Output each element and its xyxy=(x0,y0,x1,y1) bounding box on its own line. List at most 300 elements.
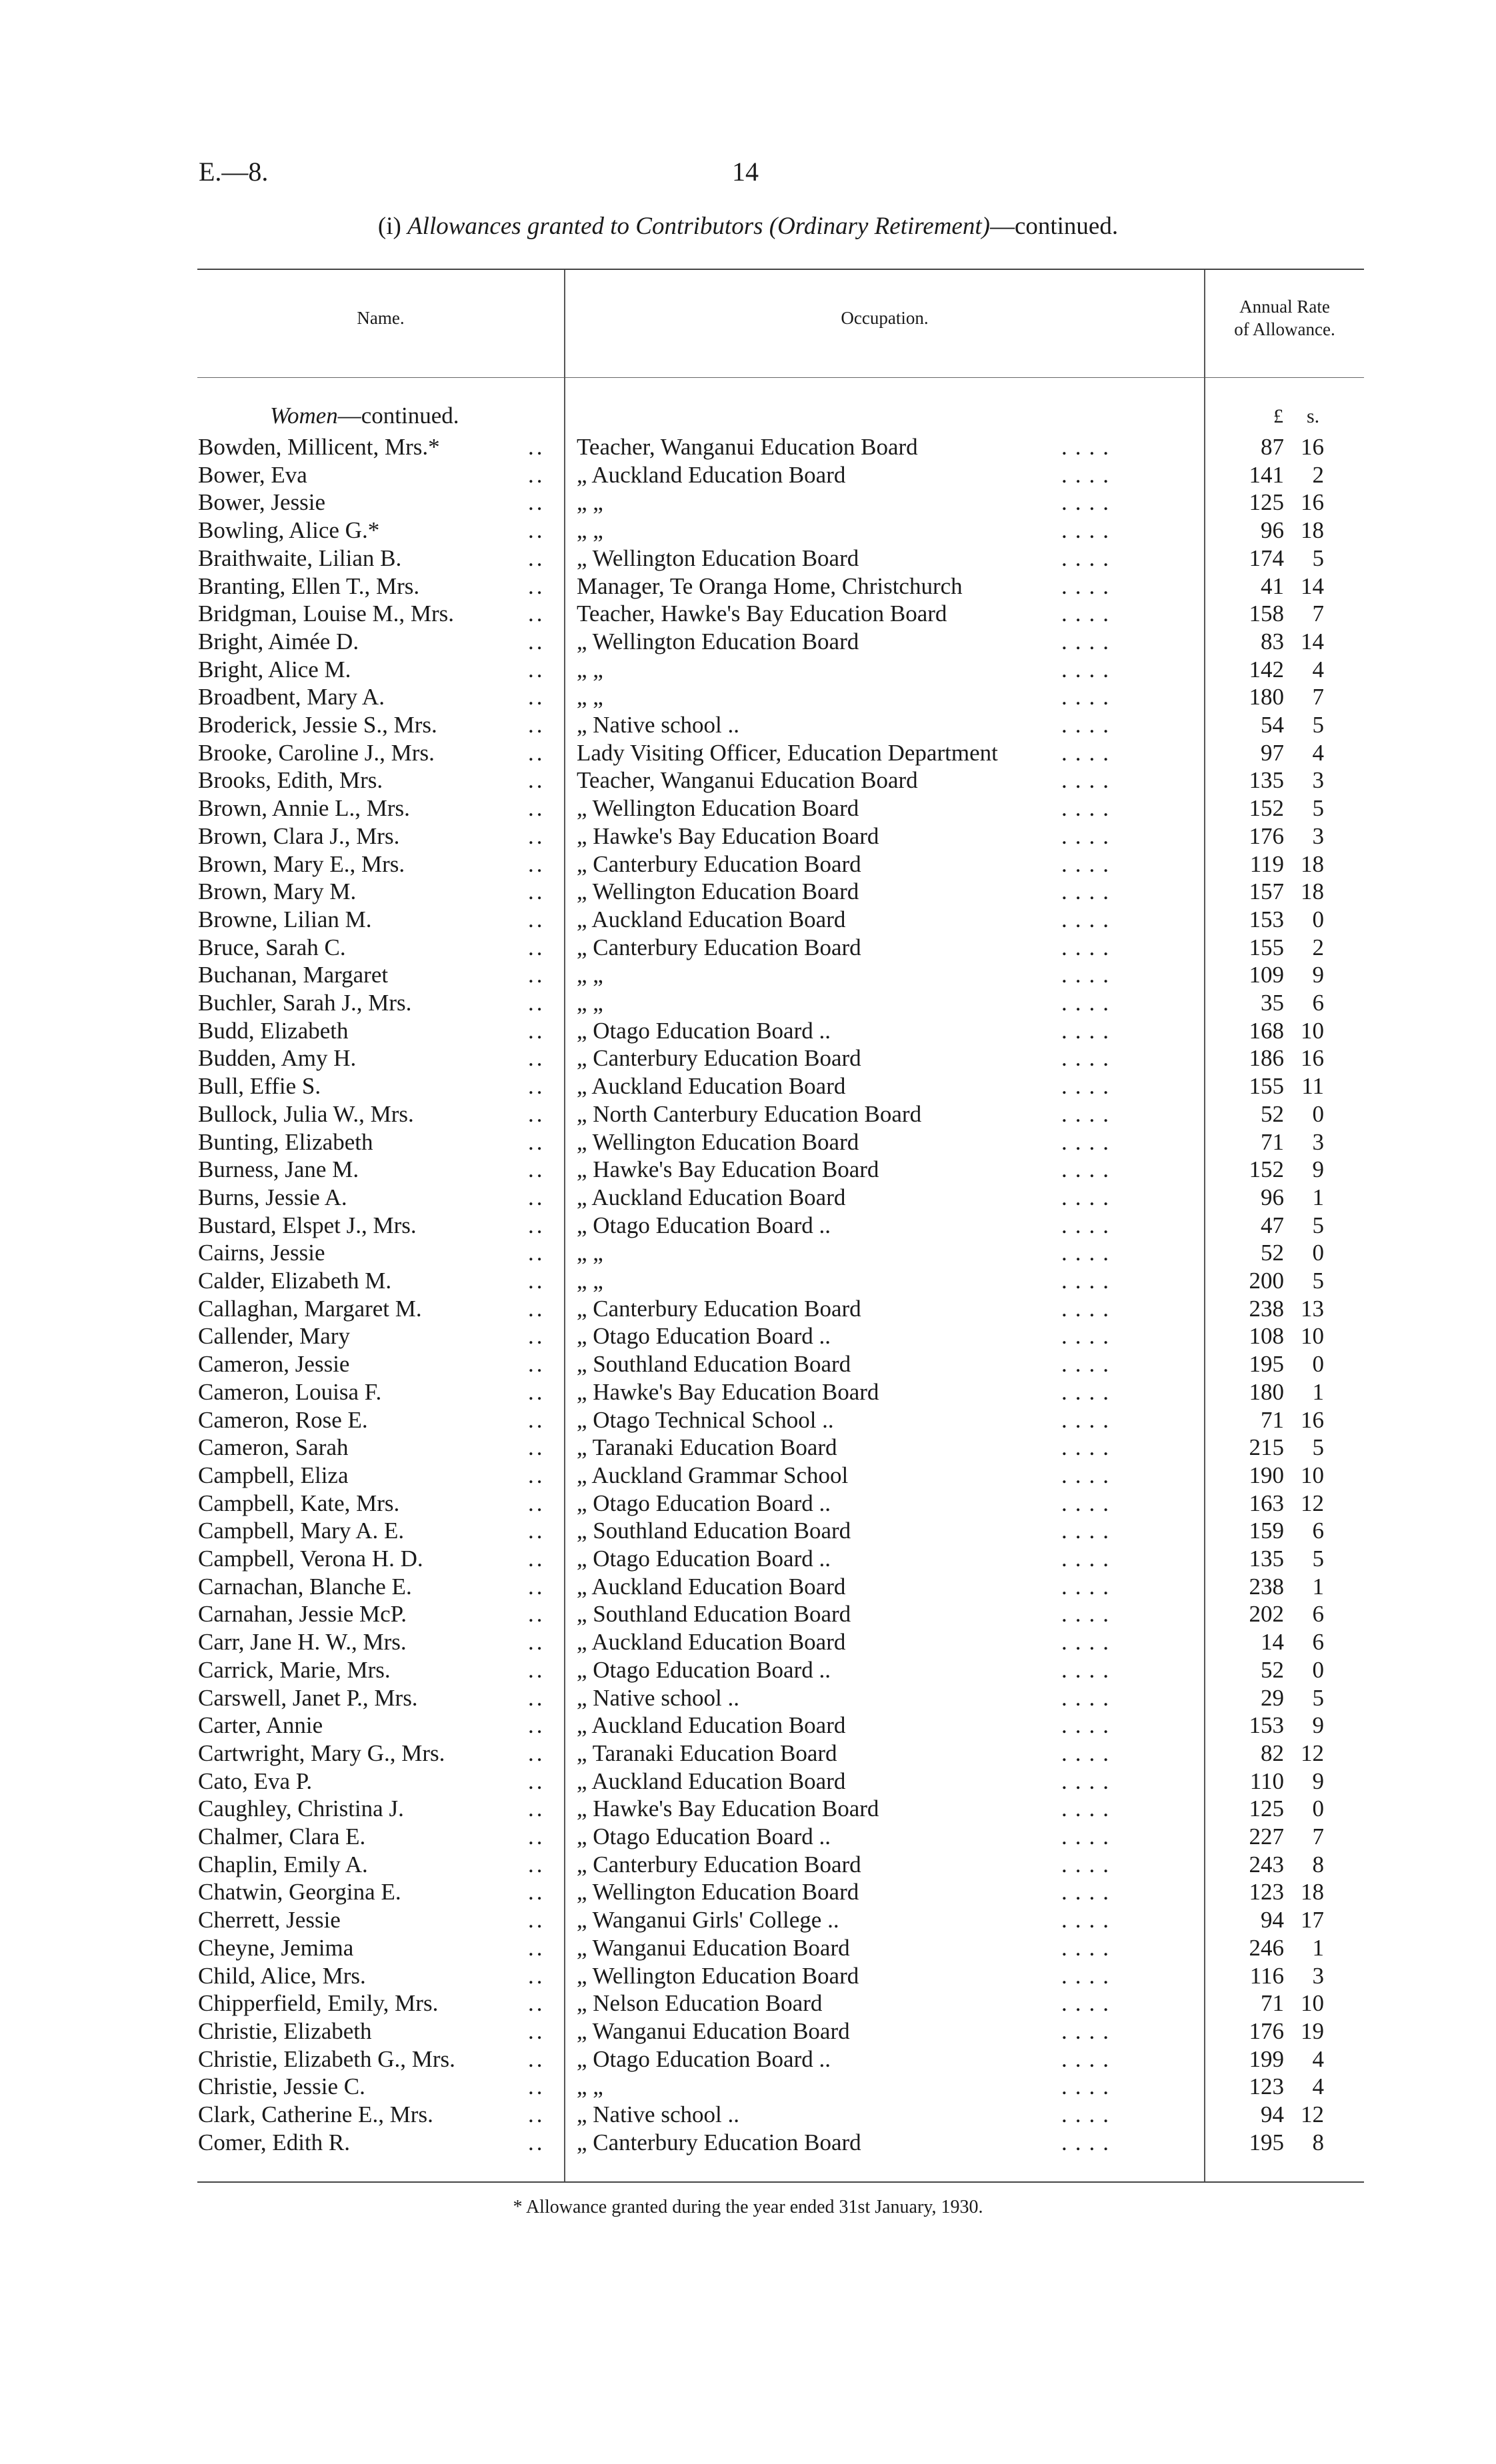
leader-dots: .... xyxy=(1061,1907,1117,1933)
leader-dots: .... xyxy=(1061,850,1117,877)
shillings-cell: 4 xyxy=(1312,2045,1324,2072)
name-cell: Chaplin, Emily A. xyxy=(198,1851,368,1877)
leader-dots: .. xyxy=(528,1323,545,1350)
leader-dots: .... xyxy=(1061,1629,1117,1656)
name-cell: Carnahan, Jessie McP. xyxy=(198,1601,407,1628)
table-row xyxy=(0,1267,1496,1295)
leader-dots: .. xyxy=(528,489,545,516)
leader-dots: .. xyxy=(528,628,545,654)
leader-dots: .... xyxy=(1061,1462,1117,1488)
leader-dots: .. xyxy=(528,712,545,738)
table-row xyxy=(0,517,1496,545)
leader-dots: .... xyxy=(1061,1851,1117,1877)
name-cell: Chatwin, Georgina E. xyxy=(198,1879,401,1905)
pounds-cell: 174 xyxy=(1249,545,1284,571)
name-cell: Brown, Mary E., Mrs. xyxy=(198,850,405,877)
table-row xyxy=(0,2101,1496,2129)
leader-dots: .. xyxy=(528,1934,545,1961)
leader-dots: .. xyxy=(528,739,545,766)
occupation-cell: „ „ xyxy=(577,684,603,710)
column-header-rate xyxy=(1205,295,1364,341)
name-cell: Budd, Elizabeth xyxy=(198,1017,349,1044)
occupation-cell: „ Native school .. xyxy=(577,1684,739,1711)
pounds-cell: 180 xyxy=(1249,1378,1284,1405)
leader-dots: .. xyxy=(528,1518,545,1544)
leader-dots: .... xyxy=(1061,878,1117,905)
shillings-cell: 1 xyxy=(1312,1184,1324,1210)
shillings-cell: 0 xyxy=(1312,1656,1324,1683)
name-cell: Cameron, Rose E. xyxy=(198,1406,368,1433)
shillings-cell: 2 xyxy=(1312,461,1324,488)
name-cell: Bowden, Millicent, Mrs.* xyxy=(198,434,440,460)
table-row xyxy=(0,1406,1496,1434)
pounds-cell: 200 xyxy=(1249,1268,1284,1294)
table-row xyxy=(0,1378,1496,1406)
occupation-cell: „ Auckland Education Board xyxy=(577,906,846,932)
leader-dots: .. xyxy=(528,1656,545,1683)
pounds-cell: 71 xyxy=(1261,1406,1284,1433)
pounds-cell: 125 xyxy=(1249,489,1284,516)
name-cell: Carter, Annie xyxy=(198,1712,323,1739)
rate-header-line2: of Allowance. xyxy=(1234,319,1335,339)
shillings-cell: 5 xyxy=(1312,1434,1324,1461)
name-cell: Bunting, Elizabeth xyxy=(198,1128,373,1155)
shillings-cell: 12 xyxy=(1301,2101,1324,2127)
leader-dots: .. xyxy=(528,1128,545,1155)
pounds-cell: 110 xyxy=(1249,1768,1284,1794)
shillings-cell: 7 xyxy=(1312,684,1324,710)
table-row xyxy=(0,573,1496,601)
occupation-cell: „ Canterbury Education Board xyxy=(577,1851,861,1877)
leader-dots: .. xyxy=(528,1017,545,1044)
leader-dots: .... xyxy=(1061,1268,1117,1294)
table-row xyxy=(0,656,1496,684)
pounds-cell: 195 xyxy=(1249,1351,1284,1378)
footnote: * Allowance granted during the year ended 31st January, 1930. xyxy=(513,2197,983,2217)
table-row xyxy=(0,1239,1496,1267)
name-cell: Buchler, Sarah J., Mrs. xyxy=(198,990,412,1016)
leader-dots: .. xyxy=(528,1406,545,1433)
table-row xyxy=(0,2017,1496,2045)
occupation-cell: „ North Canterbury Education Board xyxy=(577,1100,922,1127)
section-heading xyxy=(270,403,459,429)
name-cell: Cartwright, Mary G., Mrs. xyxy=(198,1740,445,1766)
table-row xyxy=(0,822,1496,850)
leader-dots: .... xyxy=(1061,489,1117,516)
name-cell: Cato, Eva P. xyxy=(198,1768,313,1794)
name-cell: Callaghan, Margaret M. xyxy=(198,1295,422,1322)
name-cell: Cameron, Sarah xyxy=(198,1434,349,1461)
shillings-cell: 7 xyxy=(1312,601,1324,627)
leader-dots: .. xyxy=(528,878,545,905)
leader-dots: .. xyxy=(528,684,545,710)
leader-dots: .... xyxy=(1061,1962,1117,1989)
leader-dots: .. xyxy=(528,601,545,627)
table-row xyxy=(0,1600,1496,1628)
name-cell: Carswell, Janet P., Mrs. xyxy=(198,1684,418,1711)
leader-dots: .... xyxy=(1061,656,1117,682)
leader-dots: .... xyxy=(1061,517,1117,544)
pounds-cell: 119 xyxy=(1249,850,1284,877)
pounds-cell: 52 xyxy=(1261,1656,1284,1683)
leader-dots: .... xyxy=(1061,990,1117,1016)
leader-dots: .... xyxy=(1061,1351,1117,1378)
pounds-cell: 71 xyxy=(1261,1128,1284,1155)
occupation-cell: „ „ xyxy=(577,1240,603,1266)
leader-dots: .... xyxy=(1061,2073,1117,2100)
shillings-unit: s. xyxy=(1307,405,1320,427)
name-cell: Brooks, Edith, Mrs. xyxy=(198,767,383,794)
name-cell: Brown, Annie L., Mrs. xyxy=(198,795,410,822)
table-row xyxy=(0,1322,1496,1350)
pounds-cell: 215 xyxy=(1249,1434,1284,1461)
leader-dots: .. xyxy=(528,1240,545,1266)
shillings-cell: 16 xyxy=(1301,434,1324,460)
leader-dots: .... xyxy=(1061,601,1117,627)
leader-dots: .... xyxy=(1061,739,1117,766)
name-cell: Burness, Jane M. xyxy=(198,1156,359,1183)
leader-dots: .. xyxy=(528,1295,545,1322)
occupation-cell: „ „ xyxy=(577,489,603,516)
leader-dots: .... xyxy=(1061,684,1117,710)
leader-dots: .. xyxy=(528,1434,545,1461)
pounds-cell: 157 xyxy=(1249,878,1284,905)
leader-dots: .... xyxy=(1061,1768,1117,1794)
pounds-cell: 176 xyxy=(1249,2017,1284,2044)
occupation-cell: „ Canterbury Education Board xyxy=(577,850,861,877)
table-row xyxy=(0,1989,1496,2017)
pounds-cell: 94 xyxy=(1261,2101,1284,2127)
table-row xyxy=(0,1295,1496,1323)
document-reference: E.—8. xyxy=(199,157,269,187)
name-cell: Caughley, Christina J. xyxy=(198,1796,404,1822)
leader-dots: .. xyxy=(528,1100,545,1127)
table-row xyxy=(0,1545,1496,1573)
pounds-cell: 186 xyxy=(1249,1045,1284,1072)
name-cell: Brown, Clara J., Mrs. xyxy=(198,822,400,849)
occupation-cell: „ Nelson Education Board xyxy=(577,1990,823,2017)
leader-dots: .. xyxy=(528,1268,545,1294)
table-row xyxy=(0,683,1496,711)
leader-dots: .... xyxy=(1061,1240,1117,1266)
leader-dots: .... xyxy=(1061,1990,1117,2017)
occupation-cell: „ Taranaki Education Board xyxy=(577,1740,837,1766)
shillings-cell: 0 xyxy=(1312,1240,1324,1266)
shillings-cell: 0 xyxy=(1312,1100,1324,1127)
leader-dots: .... xyxy=(1061,1573,1117,1600)
shillings-cell: 4 xyxy=(1312,739,1324,766)
pounds-cell: 153 xyxy=(1249,906,1284,932)
leader-dots: .... xyxy=(1061,573,1117,599)
leader-dots: .. xyxy=(528,1962,545,1989)
table-row xyxy=(0,433,1496,461)
shillings-cell: 13 xyxy=(1301,1295,1324,1322)
pounds-cell: 41 xyxy=(1261,573,1284,599)
leader-dots: .... xyxy=(1061,962,1117,988)
occupation-cell: „ „ xyxy=(577,2073,603,2100)
leader-dots: .. xyxy=(528,1490,545,1516)
name-cell: Budden, Amy H. xyxy=(198,1045,357,1072)
occupation-cell: „ Wellington Education Board xyxy=(577,1962,859,1989)
shillings-cell: 5 xyxy=(1312,1684,1324,1711)
occupation-cell: „ Native school .. xyxy=(577,2101,739,2127)
occupation-cell: „ Otago Education Board .. xyxy=(577,1490,831,1516)
shillings-cell: 5 xyxy=(1312,545,1324,571)
table-row xyxy=(0,1100,1496,1128)
leader-dots: .. xyxy=(528,573,545,599)
occupation-cell: „ Southland Education Board xyxy=(577,1518,851,1544)
shillings-cell: 3 xyxy=(1312,1962,1324,1989)
shillings-cell: 8 xyxy=(1312,2129,1324,2155)
shillings-cell: 19 xyxy=(1301,2017,1324,2044)
pounds-cell: 238 xyxy=(1249,1295,1284,1322)
name-cell: Callender, Mary xyxy=(198,1323,350,1350)
occupation-cell: „ Otago Education Board .. xyxy=(577,1017,831,1044)
name-cell: Cameron, Jessie xyxy=(198,1351,350,1378)
occupation-cell: „ „ xyxy=(577,517,603,544)
name-cell: Cameron, Louisa F. xyxy=(198,1378,382,1405)
table-row xyxy=(0,1462,1496,1490)
column-header-name: Name. xyxy=(357,308,405,328)
occupation-cell: „ Hawke's Bay Education Board xyxy=(577,822,879,849)
occupation-cell: „ Southland Education Board xyxy=(577,1601,851,1628)
pounds-cell: 155 xyxy=(1249,934,1284,960)
pounds-cell: 153 xyxy=(1249,1712,1284,1739)
shillings-cell: 10 xyxy=(1301,1462,1324,1488)
leader-dots: .. xyxy=(528,1378,545,1405)
rate-header-line1: Annual Rate xyxy=(1239,297,1330,317)
table-row xyxy=(0,989,1496,1017)
shillings-cell: 5 xyxy=(1312,1268,1324,1294)
leader-dots: .... xyxy=(1061,1712,1117,1739)
occupation-cell: „ Otago Education Board .. xyxy=(577,1546,831,1572)
shillings-cell: 0 xyxy=(1312,1796,1324,1822)
pounds-cell: 238 xyxy=(1249,1573,1284,1600)
occupation-cell: „ Wellington Education Board xyxy=(577,1879,859,1905)
leader-dots: .... xyxy=(1061,934,1117,960)
name-cell: Bridgman, Louise M., Mrs. xyxy=(198,601,455,627)
leader-dots: .... xyxy=(1061,906,1117,932)
leader-dots: .... xyxy=(1061,822,1117,849)
shillings-cell: 14 xyxy=(1301,573,1324,599)
shillings-cell: 10 xyxy=(1301,1323,1324,1350)
occupation-cell: „ Canterbury Education Board xyxy=(577,1295,861,1322)
shillings-cell: 6 xyxy=(1312,990,1324,1016)
shillings-cell: 6 xyxy=(1312,1518,1324,1544)
shillings-cell: 5 xyxy=(1312,1546,1324,1572)
leader-dots: .. xyxy=(528,850,545,877)
shillings-cell: 8 xyxy=(1312,1851,1324,1877)
pounds-cell: 116 xyxy=(1249,1962,1284,1989)
table-row xyxy=(0,461,1496,489)
leader-dots: .. xyxy=(528,767,545,794)
occupation-cell: „ Otago Education Board .. xyxy=(577,1824,831,1849)
pounds-cell: 125 xyxy=(1249,1796,1284,1822)
shillings-cell: 17 xyxy=(1301,1907,1324,1933)
pounds-cell: 155 xyxy=(1249,1073,1284,1100)
occupation-cell: „ Native school .. xyxy=(577,712,739,738)
occupation-cell: „ Auckland Education Board xyxy=(577,1768,846,1794)
table-row xyxy=(0,1128,1496,1156)
table-row xyxy=(0,1573,1496,1601)
pounds-cell: 96 xyxy=(1261,517,1284,544)
pounds-cell: 246 xyxy=(1249,1934,1284,1961)
table-bottom-rule xyxy=(197,2181,1364,2183)
header-bottom-rule xyxy=(197,377,1364,378)
leader-dots: .... xyxy=(1061,1434,1117,1461)
table-row xyxy=(0,906,1496,934)
name-cell: Broadbent, Mary A. xyxy=(198,684,385,710)
shillings-cell: 14 xyxy=(1301,628,1324,654)
table-row xyxy=(0,1184,1496,1212)
leader-dots: .. xyxy=(528,434,545,460)
occupation-cell: „ Southland Education Board xyxy=(577,1351,851,1378)
leader-dots: .. xyxy=(528,1824,545,1849)
pounds-cell: 176 xyxy=(1249,822,1284,849)
pounds-cell: 97 xyxy=(1261,739,1284,766)
table-row xyxy=(0,934,1496,962)
name-cell: Cheyne, Jemima xyxy=(198,1934,354,1961)
leader-dots: .... xyxy=(1061,712,1117,738)
shillings-cell: 1 xyxy=(1312,1934,1324,1961)
leader-dots: .. xyxy=(528,822,545,849)
leader-dots: .. xyxy=(528,2045,545,2072)
name-cell: Branting, Ellen T., Mrs. xyxy=(198,573,420,599)
pounds-cell: 14 xyxy=(1261,1629,1284,1656)
leader-dots: .. xyxy=(528,1351,545,1378)
pounds-cell: 159 xyxy=(1249,1518,1284,1544)
leader-dots: .... xyxy=(1061,1740,1117,1766)
pounds-cell: 109 xyxy=(1249,962,1284,988)
table-row xyxy=(0,1434,1496,1462)
shillings-cell: 3 xyxy=(1312,822,1324,849)
pounds-cell: 243 xyxy=(1249,1851,1284,1877)
shillings-cell: 6 xyxy=(1312,1601,1324,1628)
occupation-cell: „ Taranaki Education Board xyxy=(577,1434,837,1461)
shillings-cell: 1 xyxy=(1312,1378,1324,1405)
shillings-cell: 1 xyxy=(1312,1573,1324,1600)
table-row xyxy=(0,545,1496,573)
pounds-cell: 168 xyxy=(1249,1017,1284,1044)
leader-dots: .. xyxy=(528,1601,545,1628)
name-cell: Campbell, Mary A. E. xyxy=(198,1518,405,1544)
leader-dots: .. xyxy=(528,2073,545,2100)
name-cell: Christie, Jessie C. xyxy=(198,2073,365,2100)
pounds-cell: 35 xyxy=(1261,990,1284,1016)
pounds-cell: 180 xyxy=(1249,684,1284,710)
occupation-cell: „ Otago Education Board .. xyxy=(577,2045,831,2072)
column-header-occupation: Occupation. xyxy=(841,308,929,328)
table-title xyxy=(0,212,1496,241)
name-cell: Bustard, Elspet J., Mrs. xyxy=(198,1212,417,1238)
leader-dots: .... xyxy=(1061,1796,1117,1822)
leader-dots: .. xyxy=(528,1684,545,1711)
shillings-cell: 12 xyxy=(1301,1490,1324,1516)
leader-dots: .... xyxy=(1061,628,1117,654)
leader-dots: .. xyxy=(528,656,545,682)
title-prefix: (i) xyxy=(377,213,408,240)
occupation-cell: „ Auckland Education Board xyxy=(577,461,846,488)
name-cell: Campbell, Verona H. D. xyxy=(198,1546,423,1572)
leader-dots: .. xyxy=(528,990,545,1016)
table-row xyxy=(0,711,1496,739)
name-cell: Carnachan, Blanche E. xyxy=(198,1573,412,1600)
table-row xyxy=(0,1017,1496,1045)
title-italic: Allowances granted to Contributors (Ordinary Retirement) xyxy=(407,213,990,240)
table-row xyxy=(0,1656,1496,1684)
table-row xyxy=(0,1795,1496,1823)
name-cell: Carrick, Marie, Mrs. xyxy=(198,1656,391,1683)
name-cell: Braithwaite, Lilian B. xyxy=(198,545,402,571)
pounds-cell: 71 xyxy=(1261,1990,1284,2017)
pounds-cell: 82 xyxy=(1261,1740,1284,1766)
leader-dots: .... xyxy=(1061,1323,1117,1350)
leader-dots: .... xyxy=(1061,461,1117,488)
shillings-cell: 4 xyxy=(1312,2073,1324,2100)
pounds-cell: 135 xyxy=(1249,767,1284,794)
name-cell: Cairns, Jessie xyxy=(198,1240,325,1266)
table-row xyxy=(0,1072,1496,1100)
shillings-cell: 10 xyxy=(1301,1990,1324,2017)
occupation-cell: „ Otago Education Board .. xyxy=(577,1323,831,1350)
leader-dots: .. xyxy=(528,1573,545,1600)
occupation-cell: „ Canterbury Education Board xyxy=(577,934,861,960)
leader-dots: .... xyxy=(1061,434,1117,460)
table-row xyxy=(0,628,1496,656)
shillings-cell: 18 xyxy=(1301,878,1324,905)
shillings-cell: 3 xyxy=(1312,1128,1324,1155)
name-cell: Bruce, Sarah C. xyxy=(198,934,346,960)
shillings-cell: 5 xyxy=(1312,1212,1324,1238)
leader-dots: .. xyxy=(528,1740,545,1766)
table-top-rule xyxy=(197,269,1364,270)
table-row xyxy=(0,600,1496,628)
table-row xyxy=(0,1934,1496,1962)
leader-dots: .... xyxy=(1061,2045,1117,2072)
shillings-cell: 5 xyxy=(1312,712,1324,738)
table-row xyxy=(0,850,1496,878)
pounds-cell: 52 xyxy=(1261,1240,1284,1266)
occupation-cell: „ Wanganui Education Board xyxy=(577,2017,850,2044)
table-row xyxy=(0,878,1496,906)
table-row xyxy=(0,961,1496,989)
leader-dots: .... xyxy=(1061,2101,1117,2127)
leader-dots: .... xyxy=(1061,1684,1117,1711)
table-row xyxy=(0,1044,1496,1072)
pounds-cell: 202 xyxy=(1249,1601,1284,1628)
shillings-cell: 0 xyxy=(1312,906,1324,932)
occupation-cell: „ Hawke's Bay Education Board xyxy=(577,1378,879,1405)
shillings-cell: 3 xyxy=(1312,767,1324,794)
shillings-cell: 11 xyxy=(1301,1073,1324,1100)
name-cell: Calder, Elizabeth M. xyxy=(198,1268,392,1294)
leader-dots: .... xyxy=(1061,1045,1117,1072)
leader-dots: .. xyxy=(528,1045,545,1072)
shillings-cell: 10 xyxy=(1301,1017,1324,1044)
leader-dots: .. xyxy=(528,906,545,932)
leader-dots: .... xyxy=(1061,795,1117,822)
occupation-cell: „ Wellington Education Board xyxy=(577,628,859,654)
name-cell: Bright, Alice M. xyxy=(198,656,351,682)
table-row xyxy=(0,1768,1496,1796)
pounds-cell: 96 xyxy=(1261,1184,1284,1210)
name-cell: Buchanan, Margaret xyxy=(198,962,389,988)
leader-dots: .. xyxy=(528,1796,545,1822)
name-cell: Christie, Elizabeth xyxy=(198,2017,372,2044)
name-cell: Brown, Mary M. xyxy=(198,878,357,905)
shillings-cell: 7 xyxy=(1312,1824,1324,1849)
leader-dots: .. xyxy=(528,1156,545,1183)
